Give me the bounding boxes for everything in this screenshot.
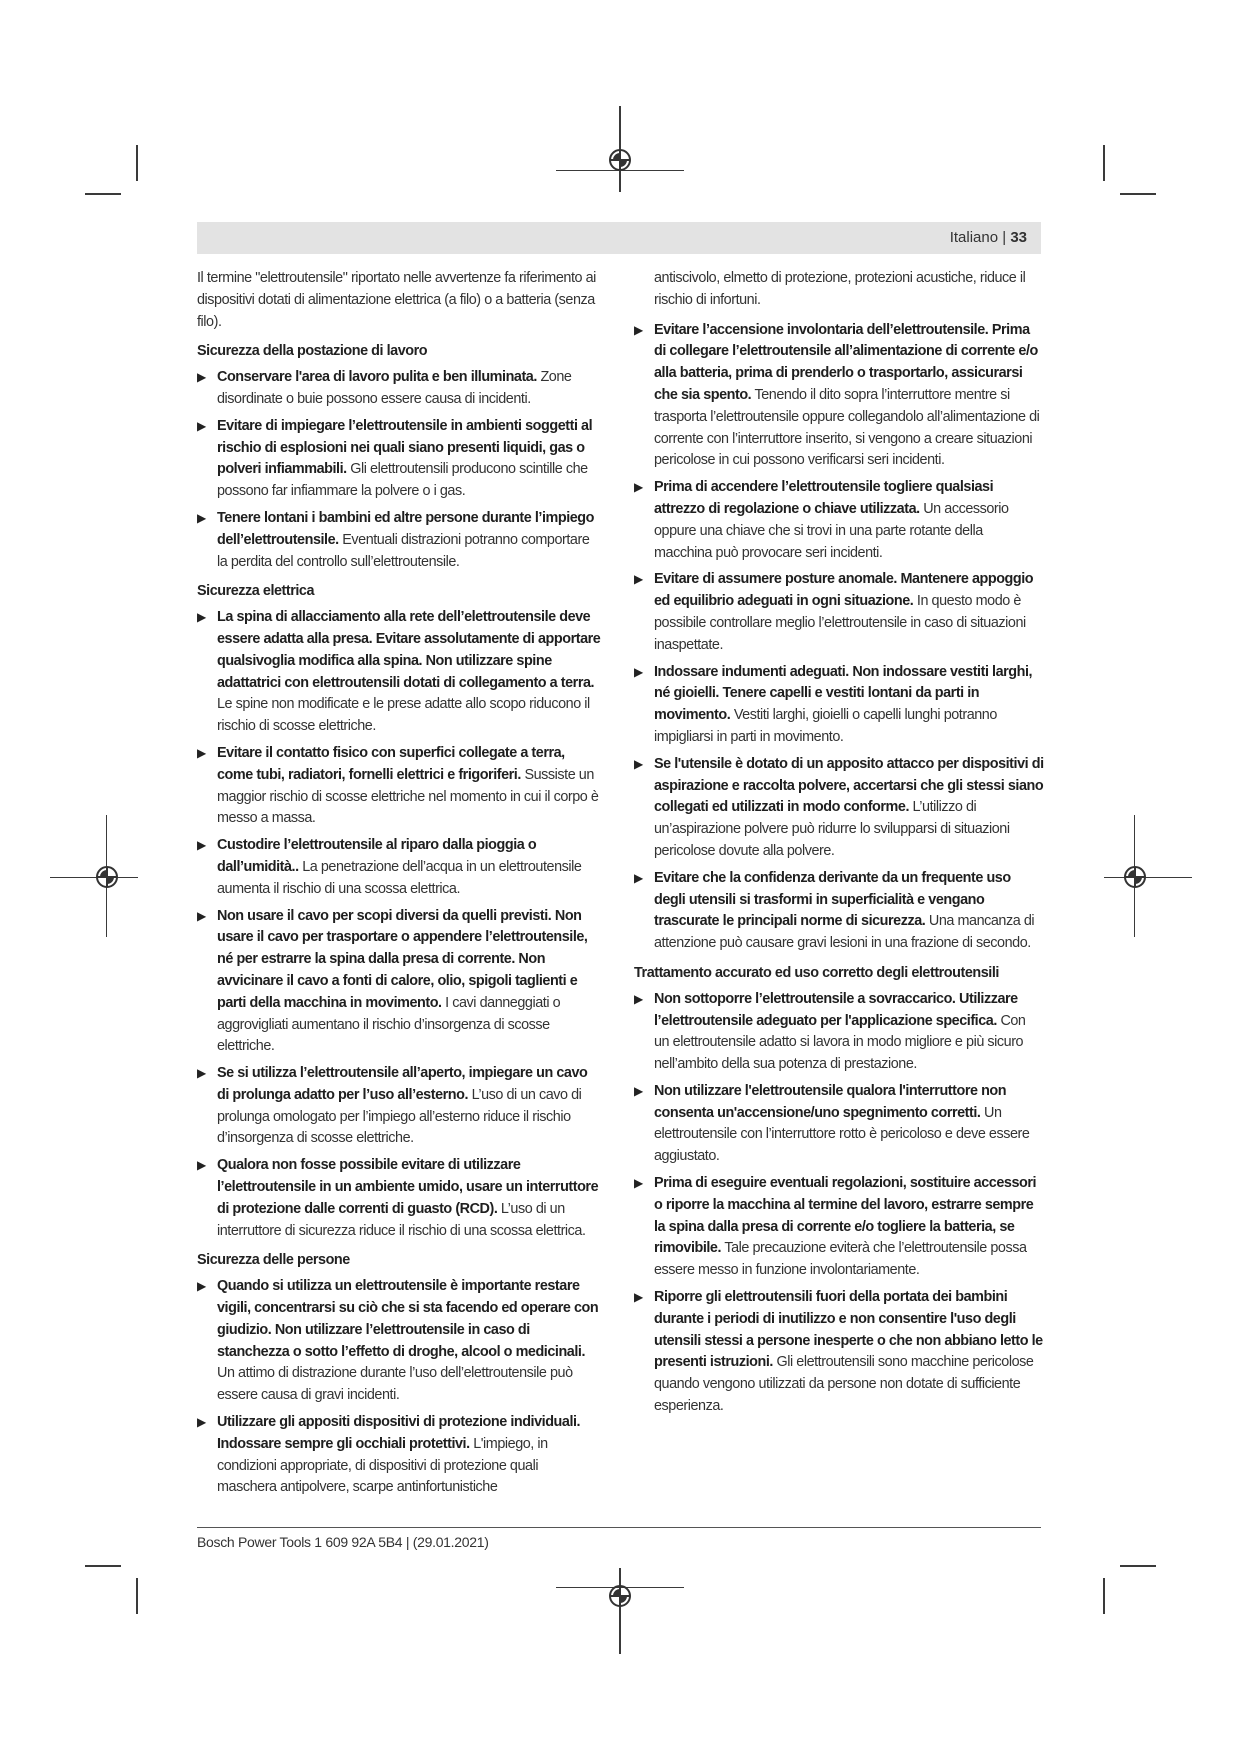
bullet-arrow-icon: ▶ (197, 418, 206, 433)
section-heading: Sicurezza della postazione di lavoro (197, 343, 428, 360)
warning-text: L’uso di un interruttore di sicurezza riduce il rischio di una scossa elettrica. (217, 1200, 586, 1239)
list-item (197, 1063, 601, 1150)
warning-bold-text: Indossare indumenti adeguati. Non indossare vestiti larghi, né gioielli. Tenere capelli e vestiti lontani da parti in movimento. (654, 663, 1033, 724)
warning-text: La penetrazione dell’acqua in un elettroutensile aumenta il rischio di una scossa elettrica. (217, 858, 582, 897)
list-item (634, 989, 1044, 1076)
list-item (197, 416, 601, 503)
warning-bold-text: Tenere lontani i bambini ed altre persone durante l’impiego dell’elettroutensile. (217, 509, 594, 548)
page-number: 33 (1010, 229, 1027, 246)
registration-line (619, 1568, 621, 1654)
crop-mark (1120, 1565, 1156, 1567)
warning-text: Vestiti larghi, gioielli o capelli lunghi potranno impigliarsi in parti in movimento. (654, 707, 997, 745)
continued-paragraph: antiscivolo, elmetto di protezione, protezioni acustiche, riduce il rischio di infortuni. (654, 270, 1026, 308)
header-language: Italiano (949, 229, 999, 246)
warning-bold-text: La spina di allacciamento alla rete dell’elettroutensile deve essere adatta alla presa. Evitare assolutamente di apportare qualsivoglia modifica alla spina. Non utilizzare spine adattatrici con elettroutensili dotati di collegamento a terra. (217, 609, 601, 691)
bullet-list (197, 367, 601, 573)
list-item (197, 1276, 601, 1407)
crop-mark (85, 193, 121, 195)
bullet-arrow-icon: ▶ (197, 610, 206, 625)
registration-target-icon (1124, 866, 1146, 888)
warning-text: I cavi danneggiati o aggrovigliati aumentano il rischio d’insorgenza di scosse elettriche. (217, 994, 561, 1055)
list-item (634, 569, 1044, 656)
crop-mark (1120, 193, 1156, 195)
header-text: Italiano | 33 (949, 229, 1027, 246)
crop-mark (136, 145, 138, 181)
warning-bold-text: Conservare l'area di lavoro pulita e ben illuminata. (217, 369, 537, 386)
warning-bold-text: Prima di accendere l’elettroutensile togliere qualsiasi attrezzo di regolazione o chiave utilizzata. (654, 479, 994, 517)
warning-bold-text: Quando si utilizza un elettroutensile è importante restare vigili, concentrarsi su ciò che si sta facendo ed operare con giudizio. Non utilizzare l’elettroutensile in caso di stanchezza o sotto l’effetto di droghe, alcool o medicinali. (217, 1278, 599, 1360)
list-item (197, 906, 601, 1059)
bullet-arrow-icon: ▶ (197, 745, 206, 760)
list-item (634, 754, 1044, 863)
section-heading: Sicurezza elettrica (197, 583, 315, 600)
footer-text: Bosch Power Tools 1 609 92A 5B4 | (29.01.2021) (197, 1534, 489, 1550)
bullet-arrow-icon: ▶ (634, 664, 643, 679)
warning-text: L'impiego, in condizioni appropriate, di dispositivi di protezione quali maschera antipolvere, scarpe antinfortunistiche (217, 1435, 548, 1496)
warning-bold-text: Non sottoporre l’elettroutensile a sovraccarico. Utilizzare l’elettroutensile adeguato per l'applicazione specifica. (654, 990, 1018, 1029)
bullet-arrow-icon: ▶ (197, 1158, 206, 1173)
warning-text: Tale precauzione eviterà che l’elettroutensile possa essere messo in funzione involontariamente. (654, 1240, 1027, 1279)
registration-target-icon (96, 866, 118, 888)
warning-bold-text: Evitare l’accensione involontaria dell’elettroutensile. Prima di collegare l’elettroutensile all’alimentazione di corrente e/o alla batteria, prima di prenderlo o trasportarlo, assicurarsi che sia spento. (654, 321, 1038, 403)
warning-text: Tenendo il dito sopra l’interruttore mentre si trasporta l’elettroutensile oppure collegandolo all’alimentazione di corrente con l’interruttore inserito, si vengono a creare situazioni pericolose in cui possono verificarsi seri incidenti. (654, 386, 1040, 469)
list-item (197, 835, 601, 900)
warning-text: Un attimo di distrazione durante l’uso dell’elettroutensile può essere causa di gravi incidenti. (217, 1365, 573, 1404)
warning-bold-text: Custodire l’elettroutensile al riparo dalla pioggia o dall’umidità.. (217, 837, 537, 875)
list-item (634, 662, 1044, 749)
warning-text: Un accessorio oppure una chiave che si trovi in una parte rotante della macchina può provocare seri incidenti. (654, 500, 1009, 561)
bullet-arrow-icon: ▶ (634, 572, 643, 587)
warning-text: Una mancanza di attenzione può causare gravi lesioni in una frazione di secondo. (654, 913, 1035, 952)
warning-text: L’uso di un cavo di prolunga omologato per l’impiego all’esterno riduce il rischio d’insorgenza di scosse elettriche. (217, 1086, 582, 1147)
bullet-arrow-icon: ▶ (634, 1176, 643, 1191)
warning-text: Con un elettroutensile adatto si lavora in modo migliore e più sicuro nell’ambito della sua potenza di prestazione. (654, 1012, 1026, 1073)
bullet-arrow-icon: ▶ (197, 838, 206, 853)
right-column (634, 268, 1044, 1423)
section-heading: Sicurezza delle persone (197, 1252, 350, 1269)
section-heading: Trattamento accurato ed uso corretto degli elettroutensili (634, 964, 999, 981)
bullet-arrow-icon: ▶ (197, 370, 206, 385)
list-item (197, 508, 601, 573)
bullet-arrow-icon: ▶ (634, 756, 643, 771)
warning-bold-text: Evitare di impiegare l’elettroutensile in ambienti soggetti al rischio di esplosioni nei quali siano presenti liquidi, gas o polveri infiammabili. (217, 417, 593, 478)
bullet-arrow-icon: ▶ (197, 908, 206, 923)
crop-mark (136, 1578, 138, 1614)
footer-rule (197, 1527, 1041, 1528)
list-item (634, 1173, 1044, 1282)
warning-text: Eventuali distrazioni potranno comportare la perdita del controllo sull’elettroutensile. (217, 531, 590, 570)
list-item (634, 1081, 1044, 1168)
warning-bold-text: Riporre gli elettroutensili fuori della portata dei bambini durante i periodi di inutilizzo e non consentire l'uso degli utensili stessi a persone inesperte o che non abbiano letto le presenti istruzioni. (654, 1289, 1043, 1371)
bullet-arrow-icon: ▶ (634, 480, 643, 495)
crop-mark (85, 1565, 121, 1567)
intro-paragraph: Il termine "elettroutensile" riportato nelle avvertenze fa riferimento ai dispositivi dotati di alimentazione elettrica (a filo) o a batteria (senza filo). (197, 270, 596, 330)
bullet-list (634, 989, 1044, 1418)
warning-text: In questo modo è possibile controllare meglio l’elettroutensile in caso di situazioni inaspettate. (654, 593, 1026, 653)
warning-text: Gli elettroutensili sono macchine pericolose quando vengono utilizzati da persone non dotate di sufficiente esperienza. (654, 1354, 1034, 1415)
bullet-arrow-icon: ▶ (634, 1083, 643, 1098)
list-item (634, 320, 1044, 473)
left-column (197, 268, 601, 1504)
list-item (197, 743, 601, 830)
bullet-list (197, 1276, 601, 1499)
warning-text: Un elettroutensile con l’interruttore rotto è pericoloso e deve essere aggiustato. (654, 1104, 1030, 1165)
bullet-arrow-icon: ▶ (634, 1290, 643, 1305)
bullet-arrow-icon: ▶ (197, 510, 206, 525)
list-item (634, 477, 1044, 564)
bullet-arrow-icon: ▶ (634, 870, 643, 885)
list-item (634, 1287, 1044, 1418)
list-item (197, 1155, 601, 1242)
list-item (197, 367, 601, 411)
list-item (197, 1412, 601, 1499)
page-header (197, 222, 1041, 254)
registration-target-icon (609, 149, 631, 171)
registration-target-icon (609, 1585, 631, 1607)
warning-text: Zone disordinate o buie possono essere causa di incidenti. (217, 369, 572, 407)
warning-text: Gli elettroutensili producono scintille che possono far infiammare la polvere o i gas. (217, 461, 588, 500)
crop-mark (1103, 1578, 1105, 1614)
bullet-arrow-icon: ▶ (634, 991, 643, 1006)
bullet-arrow-icon: ▶ (197, 1066, 206, 1081)
warning-bold-text: Se l'utensile è dotato di un apposito attacco per dispositivi di aspirazione e raccolta polvere, accertarsi che gli stessi siano collegati ed utilizzati in modo conforme. (654, 755, 1044, 816)
bullet-arrow-icon: ▶ (634, 322, 643, 337)
bullet-list (634, 320, 1044, 955)
warning-bold-text: Qualora non fosse possibile evitare di utilizzare l’elettroutensile in un ambiente umido, usare un interruttore di protezione dalle correnti di guasto (RCD). (217, 1157, 599, 1217)
warning-text: Sussiste un maggior rischio di scosse elettriche nel momento in cui il corpo è messo a massa. (217, 766, 599, 827)
warning-bold-text: Evitare di assumere posture anomale. Mantenere appoggio ed equilibrio adeguati in ogni situazione. (654, 571, 1034, 610)
crop-mark (1103, 145, 1105, 181)
warning-bold-text: Non usare il cavo per scopi diversi da quelli previsti. Non usare il cavo per trasportare o appendere l’elettroutensile, né per estrarre la spina dalla presa di corrente. Non avvicinare il cavo a fonti di calore, olio, spigoli taglienti e parti della macchina in movimento. (217, 907, 588, 1011)
warning-bold-text: Utilizzare gli appositi dispositivi di protezione individuali. Indossare sempre gli occhiali protettivi. (217, 1414, 581, 1452)
warning-bold-text: Evitare il contatto fisico con superfici collegate a terra, come tubi, radiatori, fornelli elettrici e frigoriferi. (217, 744, 565, 783)
list-item (634, 868, 1044, 955)
bullet-arrow-icon: ▶ (197, 1279, 206, 1294)
warning-bold-text: Non utilizzare l'elettroutensile qualora l'interruttore non consenta un'accensione/uno spegnimento corretti. (654, 1082, 1007, 1121)
warning-text: L’utilizzo di un’aspirazione polvere può ridurre lo svilupparsi di situazioni pericolose dovute alla polvere. (654, 799, 1010, 859)
warning-bold-text: Se si utilizza l’elettroutensile all’aperto, impiegare un cavo di prolunga adatto per l’uso all’esterno. (217, 1065, 588, 1103)
registration-line (50, 877, 138, 878)
warning-bold-text: Evitare che la confidenza derivante da un frequente uso degli utensili si trasformi in superficialità e vengano trascurate le principali norme di sicurezza. (654, 869, 1011, 930)
bullet-list (197, 607, 601, 1242)
warning-text: Le spine non modificate e le prese adatte allo scopo riducono il rischio di scosse elettriche. (217, 696, 590, 735)
registration-line (1104, 877, 1192, 878)
bullet-arrow-icon: ▶ (197, 1415, 206, 1430)
warning-bold-text: Prima di eseguire eventuali regolazioni, sostituire accessori o riporre la macchina al termine del lavoro, estrarre sempre la spina dalla presa di corrente e/o togliere la batteria, se rimovibile. (654, 1175, 1037, 1257)
list-item (197, 607, 601, 738)
